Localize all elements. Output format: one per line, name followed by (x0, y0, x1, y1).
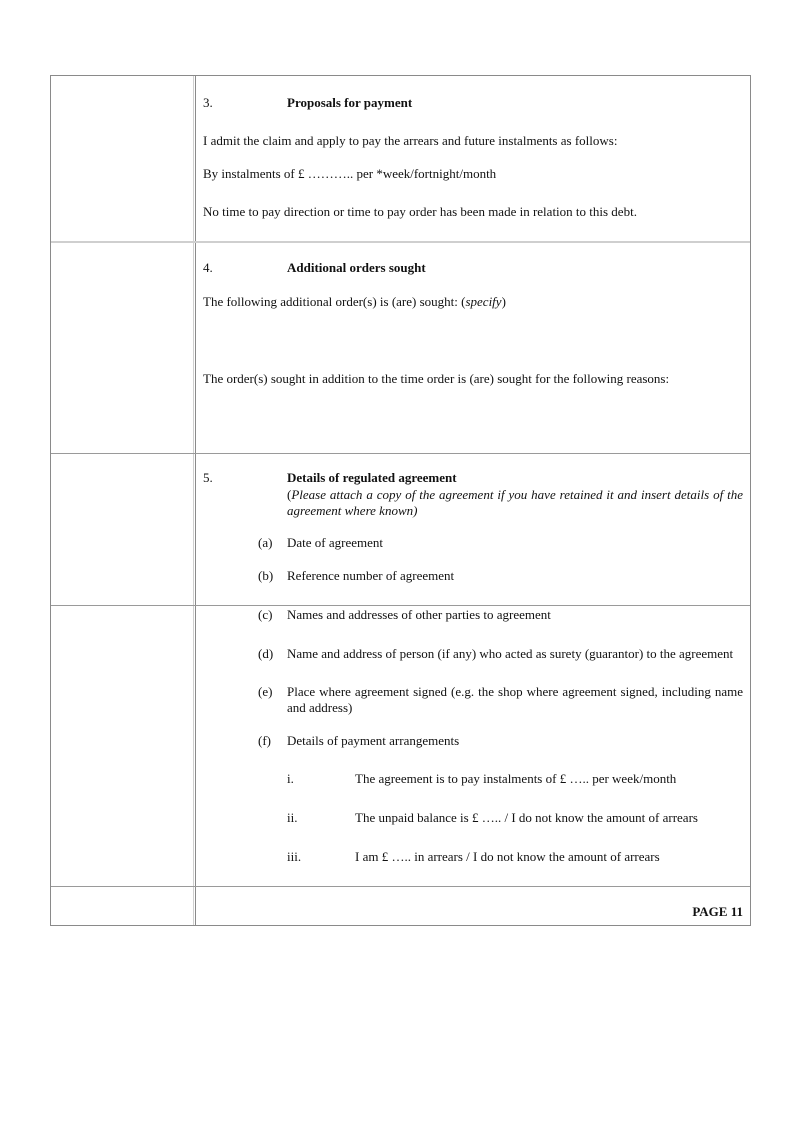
section-3-admit-text: I admit the claim and apply to pay the arrears and future instalments as follows: (203, 133, 618, 148)
item-b-letter: (b) (258, 568, 274, 583)
section-4-number: 4. (203, 260, 213, 275)
form-table (50, 75, 751, 926)
section-4-content (196, 243, 750, 453)
section-5-heading: Details of regulated agreement (287, 470, 457, 485)
item-c-text: Names and addresses of other parties to agreement (287, 607, 551, 622)
section-3-instalments-text: By instalments of £ ……….. per *week/fortnight/month (203, 166, 497, 181)
subitem-ii-text: The unpaid balance is £ ….. / I do not know the amount of arrears (355, 810, 698, 825)
section-5-number: 5. (203, 470, 213, 485)
footer-row (51, 887, 750, 925)
subitem-i-numeral: i. (287, 771, 294, 786)
item-e-text: Place where agreement signed (e.g. the shop where agreement signed, including name and address) (287, 684, 743, 715)
item-a-text: Date of agreement (287, 535, 384, 550)
footer-content (196, 887, 750, 925)
item-c-letter: (c) (258, 607, 273, 622)
page-number: PAGE 11 (692, 904, 743, 919)
section-5-continued-margin-cell (51, 606, 196, 886)
section-4-heading: Additional orders sought (287, 260, 426, 275)
section-5-content (196, 454, 750, 605)
section-3-row (51, 76, 750, 243)
item-d-letter: (d) (258, 646, 274, 661)
section-5-row (51, 454, 750, 606)
section-5-continued-content (196, 606, 750, 886)
section-3-number: 3. (203, 95, 213, 110)
item-f-text: Details of payment arrangements (287, 733, 460, 748)
section-4-reasons-text: The order(s) sought in addition to the time order is (are) sought for the following reasons: (203, 371, 670, 386)
section-5-continued-row (51, 606, 750, 887)
item-e-letter: (e) (258, 684, 273, 699)
section-4-orders-sought-text: The following additional order(s) is (are) sought: (specify) (203, 294, 506, 309)
section-3-content (196, 76, 750, 241)
section-4-margin-cell (51, 243, 196, 453)
section-3-heading: Proposals for payment (287, 95, 413, 110)
section-3-no-time-to-pay-text: No time to pay direction or time to pay order has been made in relation to this debt. (203, 204, 637, 219)
section-4-row (51, 243, 750, 454)
subitem-iii-text: I am £ ….. in arrears / I do not know the amount of arrears (355, 849, 660, 864)
item-b-text: Reference number of agreement (287, 568, 455, 583)
item-f-letter: (f) (258, 733, 271, 748)
footer-margin-cell (51, 887, 196, 925)
section-5-margin-cell (51, 454, 196, 605)
subitem-ii-numeral: ii. (287, 810, 298, 825)
section-5-note: (Please attach a copy of the agreement if you have retained it and insert details of the agreement where known) (287, 487, 743, 518)
item-d-text: Name and address of person (if any) who acted as surety (guarantor) to the agreement (287, 646, 734, 661)
item-a-letter: (a) (258, 535, 273, 550)
section-3-margin-cell (51, 76, 196, 241)
subitem-i-text: The agreement is to pay instalments of £ ….. per week/month (355, 771, 677, 786)
subitem-iii-numeral: iii. (287, 849, 302, 864)
